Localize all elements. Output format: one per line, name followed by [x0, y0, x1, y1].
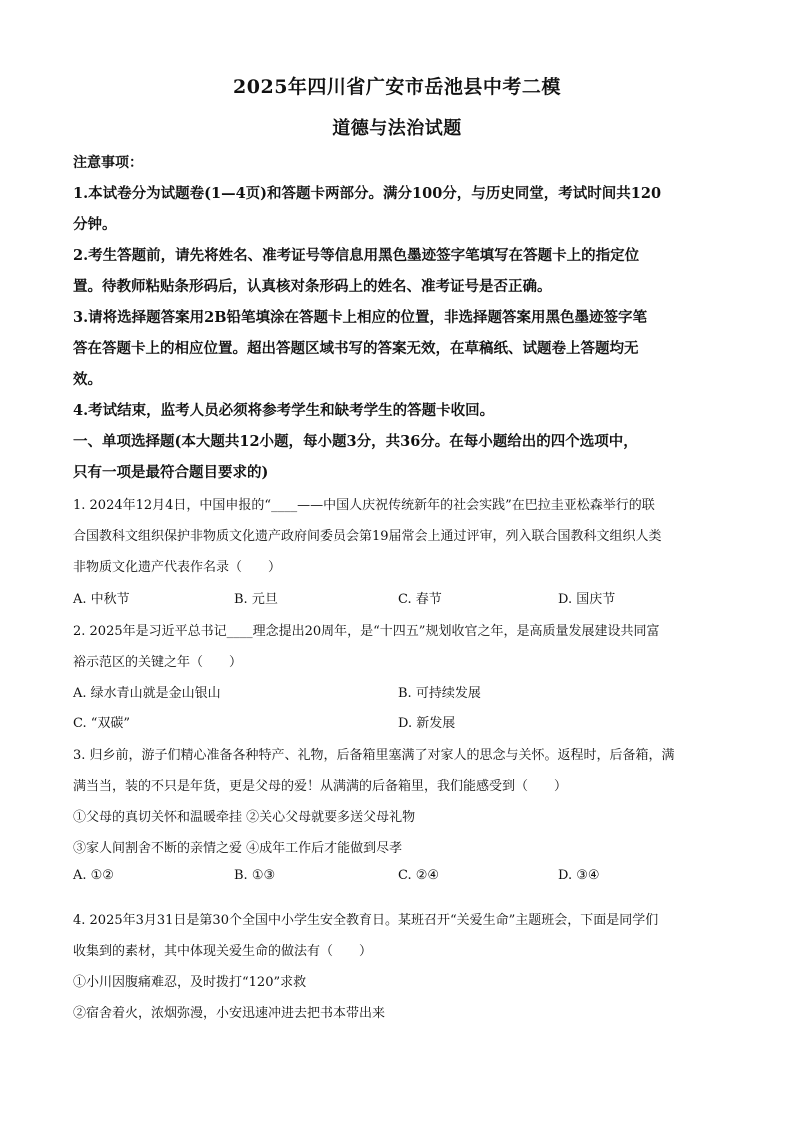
question-statement: ①小川因腹痛难忍，及时拨打“120”求救: [73, 975, 307, 990]
notes-line: 分钟。: [73, 216, 117, 233]
section-heading-line: 只有一项是最符合题目要求的): [73, 464, 269, 481]
notes-line: 置。待教师粘贴条形码后，认真核对条形码上的姓名、准考证号是否正确。: [73, 278, 552, 295]
notes-line: 1.本试卷分为试题卷(1—4页)和答题卡两部分。满分100分，与历史同堂，考试时间共120: [73, 185, 662, 202]
question-statement: ②宿舍着火，浓烟弥漫，小安迅速冲进去把书本带出来: [73, 1006, 386, 1021]
question-statement: ①父母的真切关怀和温暖牵挂 ②关心父母就要多送父母礼物: [73, 810, 416, 825]
question-text: 裕示范区的关键之年（ ）: [73, 655, 243, 670]
option-a: A. 中秋节: [73, 592, 130, 607]
option-c: C. 春节: [398, 592, 442, 607]
question-statement: ③家人间割舍不断的亲情之爱 ④成年工作后才能做到尽孝: [73, 841, 403, 856]
option-c: C. “双碳”: [73, 716, 131, 731]
question-text: 1. 2024年12月4日，中国申报的“____——中国人庆祝传统新年的社会实践”在巴拉圭亚松森举行的联: [73, 498, 655, 513]
option-c: C. ②④: [398, 868, 440, 883]
question-text: 3. 归乡前，游子们精心准备各种特产、礼物，后备箱里塞满了对家人的思念与关怀。返程时，后备箱，满: [73, 748, 675, 763]
option-b: B. 可持续发展: [398, 686, 481, 701]
option-d: D. 国庆节: [558, 592, 616, 607]
exam-title: 2025年四川省广安市岳池县中考二模: [233, 76, 561, 98]
section-heading-line: 一、单项选择题(本大题共12小题，每小题3分，共36分。在每小题给出的四个选项中，: [73, 433, 638, 450]
option-b: B. ①③: [234, 868, 276, 883]
exam-subtitle: 道德与法治试题: [332, 118, 462, 139]
question-text: 2. 2025年是习近平总书记____理念提出20周年，是“十四五”规划收官之年，是高质量发展建设共同富: [73, 624, 660, 639]
option-d: D. 新发展: [398, 716, 456, 731]
notes-line: 3.请将选择题答案用2B铅笔填涂在答题卡上相应的位置，非选择题答案用黑色墨迹签字笔: [73, 309, 647, 326]
notes-heading: 注意事项：: [73, 155, 143, 171]
question-text: 满当当，装的不只是年货，更是父母的爱！从满满的后备箱里，我们能感受到（ ）: [73, 779, 568, 794]
option-a: A. ①②: [73, 868, 114, 883]
notes-line: 2.考生答题前，请先将姓名、准考证号等信息用黑色墨迹签字笔填写在答题卡上的指定位: [73, 247, 640, 264]
option-b: B. 元旦: [234, 592, 278, 607]
question-text: 收集到的素材，其中体现关爱生命的做法有（ ）: [73, 944, 373, 959]
notes-line: 4.考试结束，监考人员必须将参考学生和缺考学生的答题卡收回。: [73, 402, 495, 419]
notes-line: 答在答题卡上的相应位置。超出答题区域书写的答案无效，在草稿纸、试题卷上答题均无: [73, 340, 639, 357]
option-a: A. 绿水青山就是金山银山: [73, 686, 221, 701]
notes-line: 效。: [73, 371, 102, 388]
question-text: 非物质文化遗产代表作名录（ ）: [73, 560, 282, 575]
question-text: 4. 2025年3月31日是第30个全国中小学生安全教育日。某班召开“关爱生命”主题班会，下面是同学们: [73, 913, 659, 928]
question-text: 合国教科文组织保护非物质文化遗产政府间委员会第19届常会上通过评审，列入联合国教科文组织人类: [73, 529, 662, 544]
option-d: D. ③④: [558, 868, 600, 883]
